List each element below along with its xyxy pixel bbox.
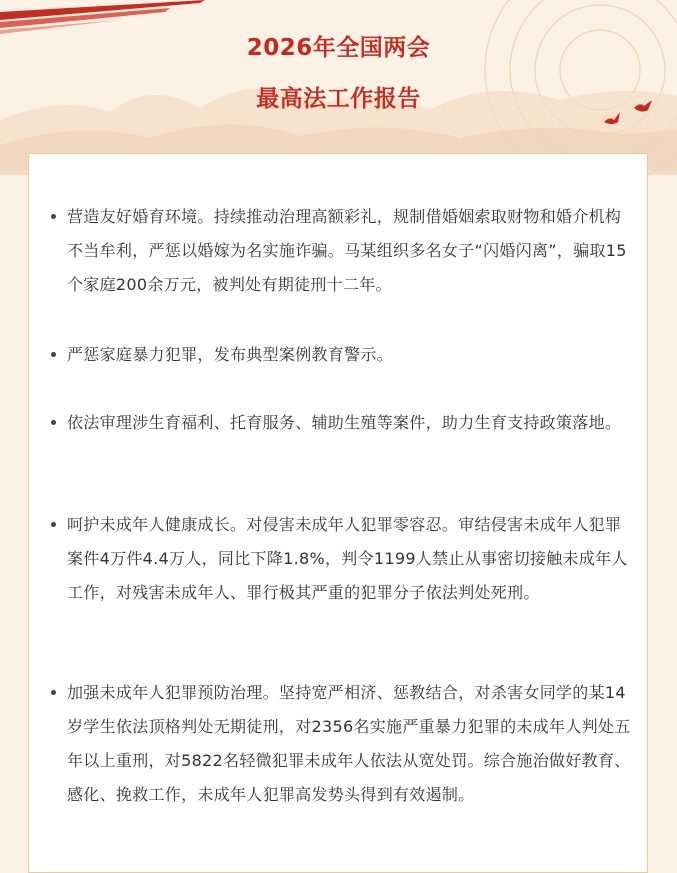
list-item-text: 加强未成年人犯罪预防治理。坚持宽严相济、惩教结合，对杀害女同学的某14岁学生依法顶格判处无期徒刑，对2356名实施严重暴力犯罪的未成年人判处五年以上重刑，对5822名轻微犯罪未成年人依法从宽处罚。综合施治做好教育、感化、挽救工作，未成年人犯罪高发势头得到有效遏制。 (67, 683, 631, 804)
list-item-text: 呵护未成年人健康成长。对侵害未成年人犯罪零容忍。审结侵害未成年人犯罪案件4万件4.4万人，同比下降1.8%，判令1199人禁止从事密切接触未成年人工作，对残害未成年人、罪行极其严重的犯罪分子依法判处死刑。 (67, 515, 628, 602)
bullet-dot (51, 690, 56, 695)
list-item-text: 严惩家庭暴力犯罪，发布典型案例教育警示。 (67, 345, 394, 364)
page-title-line2: 最高法工作报告 (256, 86, 421, 112)
flying-doves-icon (600, 100, 660, 134)
bullet-dot (51, 352, 56, 357)
content-card (28, 153, 648, 873)
list-item-text: 营造友好婚育环境。持续推动治理高额彩礼，规制借婚姻索取财物和婚介机构不当牟利，严惩以婚嫁为名实施诈骗。马某组织多名女子“闪婚闪离”，骗取15个家庭200余万元，被判处有期徒刑十二年。 (67, 207, 627, 294)
bullet-dot (51, 214, 56, 219)
bullet-dot (51, 420, 56, 425)
bullet-dot (51, 522, 56, 527)
list-item-text: 依法审理涉生育福利、托育服务、辅助生殖等案件，助力生育支持政策落地。 (67, 413, 622, 432)
page-title-line1: 2026年全国两会 (246, 35, 431, 61)
